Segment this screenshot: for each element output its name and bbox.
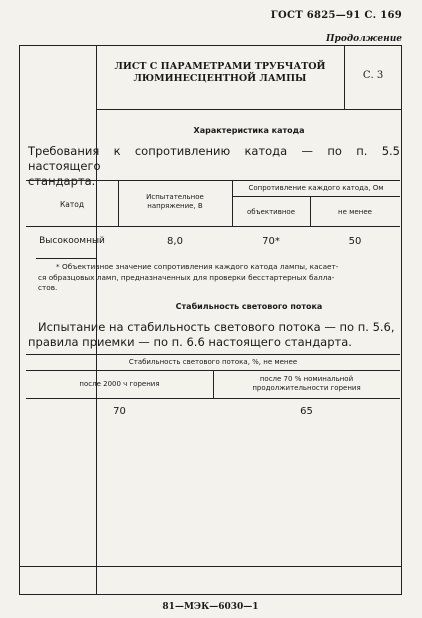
stability-heading: Стабильность светового потока xyxy=(175,302,323,311)
table-rule xyxy=(26,180,400,181)
sheet-page-number: С. 3 xyxy=(362,70,384,81)
bottom-rule xyxy=(19,566,402,567)
cell-after-2000h: 70 xyxy=(113,406,126,417)
header-test-voltage-line2: напряжение, В xyxy=(147,202,203,210)
header-after-70-percent-line2: продолжительности горения xyxy=(252,384,361,392)
cell-cathode: Высокоомный xyxy=(39,236,105,246)
cell-objective: 70* xyxy=(262,236,280,247)
stability-text-line1: Испытание на стабильность светового потока — по п. 5.6, xyxy=(38,320,395,334)
header-objective: объективное xyxy=(247,208,295,216)
footnote xyxy=(38,262,400,294)
table-rule xyxy=(26,226,400,227)
footnote-rule xyxy=(36,258,96,259)
header-test-voltage xyxy=(118,193,232,211)
cell-min: 50 xyxy=(348,236,362,247)
header-after-2000h: после 2000 ч горения xyxy=(79,380,160,388)
cathode-heading: Характеристика катода xyxy=(193,126,305,135)
header-after-70-percent xyxy=(213,375,400,393)
stability-group-header: Стабильность светового потока, %, не менее xyxy=(128,358,298,366)
header-test-voltage-line1: Испытательное xyxy=(146,193,204,201)
cell-voltage: 8,0 xyxy=(167,236,183,247)
header-after-70-percent-line1: после 70 % номинальной xyxy=(259,375,354,383)
stability-text-line2: правила приемки — по п. 6.6 настоящего стандарта. xyxy=(28,335,352,349)
continued-label: Продолжение xyxy=(326,34,402,44)
footer-code: 81—МЭК—6030—1 xyxy=(162,602,259,612)
header-resistance-group: Сопротивление каждого катода, Ом xyxy=(248,184,384,192)
header-cathode: Катод xyxy=(59,200,85,209)
footnote-line3: стов. xyxy=(38,283,58,292)
sheet-title-line1: ЛИСТ С ПАРАМЕТРАМИ ТРУБЧАТОЙ xyxy=(114,61,326,72)
header-min: не менее xyxy=(338,208,372,216)
standard-reference: ГОСТ 6825—91 С. 169 xyxy=(270,10,402,21)
cathode-requirements xyxy=(28,144,400,189)
cathode-text-line2: стандарта. xyxy=(28,174,96,188)
table-rule xyxy=(26,398,400,399)
sheet-title-line2: ЛЮМИНЕСЦЕНТНОЙ ЛАМПЫ xyxy=(133,73,307,84)
cathode-text-line1: Требования к сопротивлению катода — по п. 5.5 настоящего xyxy=(28,144,400,173)
footnote-line1: * Объективное значение сопротивления каждого катода лампы, касает- xyxy=(56,262,339,271)
table-rule xyxy=(26,354,400,355)
table-rule xyxy=(232,196,400,197)
cell-after-70-percent: 65 xyxy=(300,406,313,417)
footnote-line2: ся образцовых ламп, предназначенных для проверки бесстартерных балла- xyxy=(38,272,335,282)
sheet-title xyxy=(104,61,336,85)
stability-text xyxy=(28,320,400,350)
